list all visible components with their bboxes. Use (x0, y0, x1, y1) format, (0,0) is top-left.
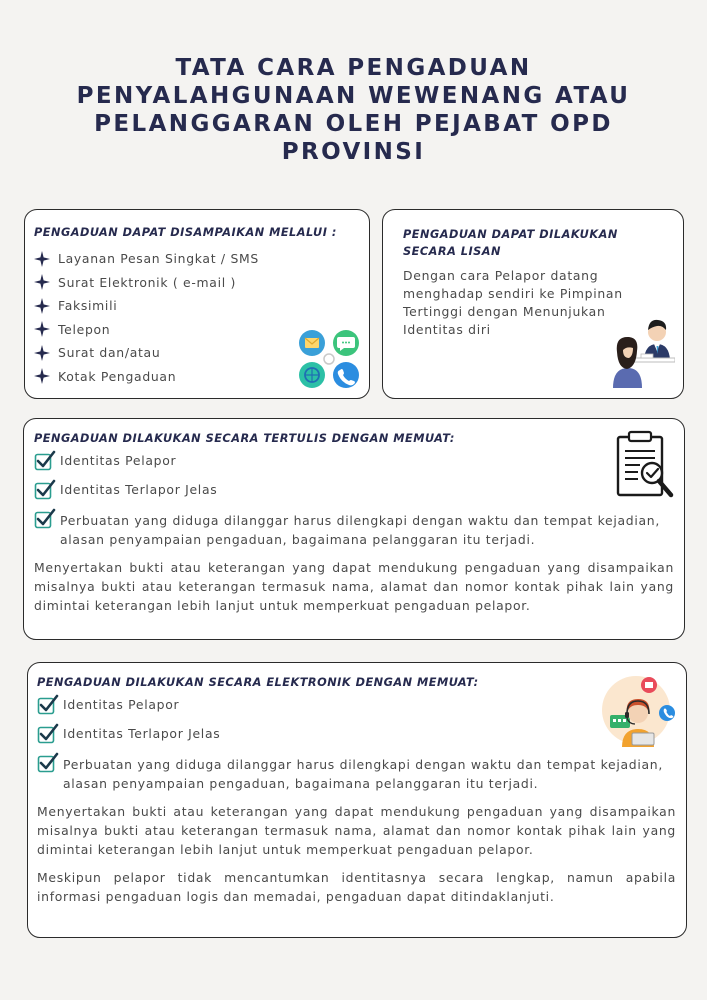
star-bullet-icon (34, 368, 50, 384)
checkbox-icon (34, 508, 56, 530)
face-to-face-meeting-icon (611, 318, 675, 388)
oral-heading-line: SECARA LISAN (403, 245, 501, 258)
written-card (23, 418, 685, 640)
checkbox-icon (34, 479, 56, 501)
title-line: TATA CARA PENGADUAN (175, 55, 532, 81)
list-item-label: Perbuatan yang diduga dilanggar harus dilengkapi dengan waktu dan tempat kejadian, alasan penyampaian pengaduan, bagaimana pelanggaran itu terjadi. (63, 757, 663, 791)
written-heading: PENGADUAN DILAKUKAN SECARA TERTULIS DENGAN MEMUAT: (34, 432, 455, 445)
star-bullet-icon (34, 321, 50, 337)
electronic-heading: PENGADUAN DILAKUKAN SECARA ELEKTRONIK DENGAN MEMUAT: (37, 676, 479, 689)
oral-text-line: Tertinggi dengan Menunjukan (403, 304, 606, 319)
list-item-label: Surat Elektronik ( e-mail ) (58, 274, 237, 290)
list-item-label: Faksimili (58, 298, 118, 314)
checkbox-icon (37, 694, 59, 716)
oral-text-line: Identitas diri (403, 322, 491, 337)
star-bullet-icon (34, 345, 50, 361)
checkbox-icon (34, 450, 56, 472)
oral-card (382, 209, 684, 399)
oral-heading (403, 226, 673, 260)
list-item (37, 755, 676, 793)
list-item (34, 294, 359, 318)
page-title (40, 54, 667, 166)
list-item (34, 511, 674, 549)
checkbox-icon (37, 752, 59, 774)
list-item-label: Kotak Pengaduan (58, 368, 177, 384)
contact-channels-icon (298, 328, 360, 390)
title-line: PELANGGARAN OLEH PEJABAT OPD (94, 111, 613, 137)
oral-heading-line: PENGADUAN DAPAT DILAKUKAN (403, 228, 618, 241)
list-item-label: Identitas Pelapor (63, 697, 180, 712)
electronic-card (27, 662, 687, 938)
oral-text-line: menghadap sendiri ke Pimpinan (403, 286, 623, 301)
list-item-label: Surat dan/atau (58, 345, 161, 361)
star-bullet-icon (34, 298, 50, 314)
clipboard-check-icon (614, 429, 676, 501)
written-paragraph: Menyertakan bukti atau keterangan yang dapat mendukung pengaduan yang disampaikan misalnya bukti atau keterangan termasuk nama, alamat dan nomor kontak pihak lain yang dimintai keterangan lebih lanjut untuk memperkuat pengaduan pelapor. (34, 560, 674, 613)
list-item (37, 726, 676, 745)
list-item (34, 271, 359, 295)
list-item-label: Identitas Terlapor Jelas (63, 726, 221, 741)
list-item-label: Perbuatan yang diduga dilanggar harus dilengkapi dengan waktu dan tempat kejadian, alasan penyampaian pengaduan, bagaimana pelanggaran itu terjadi. (60, 513, 660, 547)
list-item (34, 453, 674, 472)
list-item-label: Layanan Pesan Singkat / SMS (58, 251, 259, 267)
title-line: PROVINSI (281, 139, 426, 165)
oral-text-line: Dengan cara Pelapor datang (403, 268, 599, 283)
channels-heading: PENGADUAN DAPAT DISAMPAIKAN MELALUI : (34, 226, 337, 239)
list-item-label: Identitas Pelapor (60, 453, 177, 468)
checkbox-icon (37, 723, 59, 745)
call-center-operator-icon (594, 675, 676, 747)
electronic-checklist (37, 697, 676, 793)
list-item (34, 482, 674, 501)
star-bullet-icon (34, 274, 50, 290)
list-item-label: Identitas Terlapor Jelas (60, 482, 218, 497)
title-line: PENYALAHGUNAAN WEWENANG ATAU (76, 83, 631, 109)
electronic-paragraph: Menyertakan bukti atau keterangan yang dapat mendukung pengaduan yang disampaikan misalnya bukti atau keterangan termasuk nama, alamat dan nomor kontak pihak lain yang dimintai keterangan lebih lanjut untuk memperkuat pengaduan pelapor. (37, 804, 676, 857)
list-item (34, 247, 359, 271)
electronic-paragraph: Meskipun pelapor tidak mencantumkan identitasnya secara lengkap, namun apabila informasi pengaduan logis dan memadai, pengaduan dapat ditindaklanjuti. (37, 870, 676, 904)
written-checklist (34, 453, 674, 549)
list-item-label: Telepon (58, 321, 111, 337)
channels-card (24, 209, 370, 399)
list-item (37, 697, 676, 716)
star-bullet-icon (34, 251, 50, 267)
